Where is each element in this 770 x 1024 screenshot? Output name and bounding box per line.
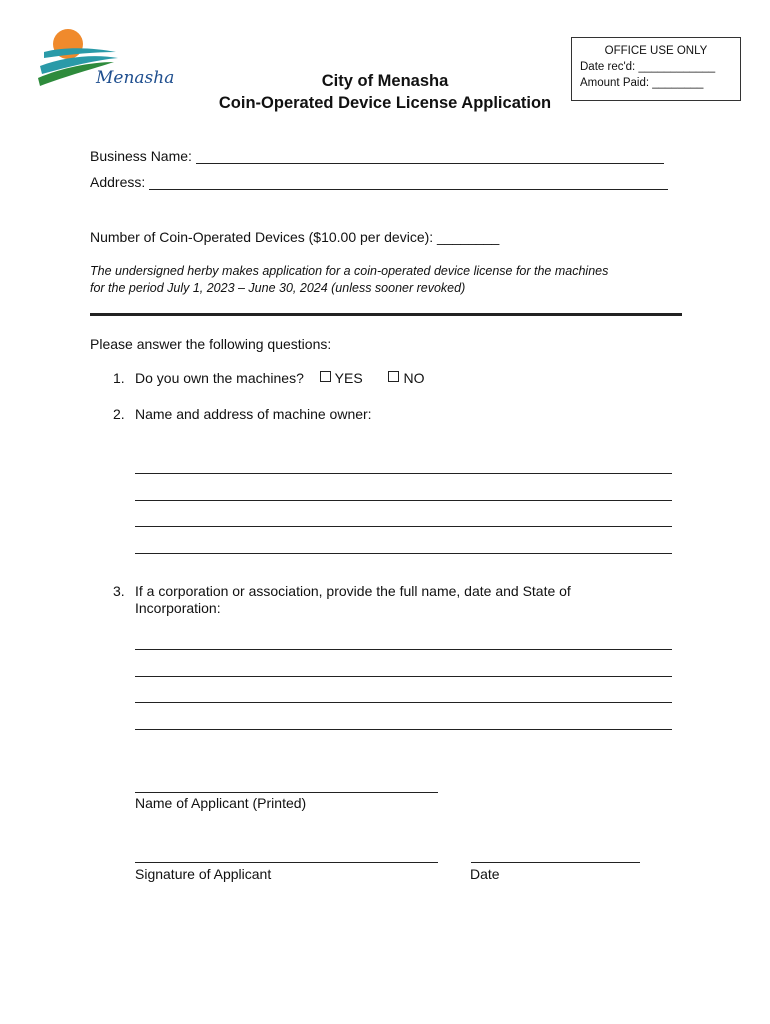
printed-name-line[interactable]	[135, 792, 438, 793]
section-divider	[90, 313, 682, 316]
yes-checkbox[interactable]	[320, 371, 331, 382]
no-checkbox[interactable]	[388, 371, 399, 382]
logo-wordmark: Menasha	[96, 68, 175, 88]
question-3-number: 3.	[113, 583, 125, 599]
amount-paid-field: Amount Paid: ________	[580, 77, 704, 89]
date-label: Date	[470, 866, 500, 882]
corp-line-4[interactable]	[135, 729, 672, 730]
question-3	[113, 583, 571, 617]
question-1-text: Do you own the machines?	[135, 370, 304, 386]
signature-line[interactable]	[135, 862, 438, 863]
statement-line-2: for the period July 1, 2023 – June 30, 2024 (unless sooner revoked)	[90, 281, 466, 295]
menasha-logo-icon	[36, 28, 176, 90]
question-2	[113, 406, 372, 422]
city-logo	[36, 28, 176, 90]
question-2-text: Name and address of machine owner:	[135, 406, 372, 422]
signature-label: Signature of Applicant	[135, 866, 272, 882]
office-use-box	[571, 37, 741, 101]
office-use-heading: OFFICE USE ONLY	[604, 45, 708, 57]
question-1-number: 1.	[113, 370, 125, 386]
address-input[interactable]	[149, 175, 668, 190]
question-3-text-line-1: If a corporation or association, provide the full name, date and State of	[135, 583, 571, 599]
city-name: City of Menasha	[321, 72, 449, 90]
corp-line-2[interactable]	[135, 676, 672, 677]
question-2-number: 2.	[113, 406, 125, 422]
yes-label: YES	[334, 370, 363, 386]
question-3-text-line-2: Incorporation:	[135, 600, 221, 616]
business-name-row	[90, 148, 664, 164]
date-line[interactable]	[471, 862, 640, 863]
application-statement	[90, 263, 690, 297]
owner-line-4[interactable]	[135, 553, 672, 554]
address-label: Address:	[90, 174, 146, 190]
question-1	[113, 370, 424, 386]
owner-line-2[interactable]	[135, 500, 672, 501]
corp-line-1[interactable]	[135, 649, 672, 650]
business-name-label: Business Name:	[90, 148, 192, 164]
address-row	[90, 174, 668, 190]
owner-line-1[interactable]	[135, 473, 672, 474]
owner-line-3[interactable]	[135, 526, 672, 527]
devices-count-field[interactable]: Number of Coin-Operated Devices ($10.00 per device): ________	[90, 229, 500, 245]
no-label: NO	[403, 370, 425, 386]
corp-line-3[interactable]	[135, 702, 672, 703]
business-name-input[interactable]	[196, 149, 664, 164]
questions-intro: Please answer the following questions:	[90, 336, 332, 352]
printed-name-label: Name of Applicant (Printed)	[135, 795, 307, 811]
statement-line-1: The undersigned herby makes application for a coin-operated device license for the machines	[90, 264, 609, 278]
form-title: Coin-Operated Device License Application	[218, 94, 552, 112]
title-block	[190, 70, 580, 114]
date-received-field: Date rec'd: ____________	[580, 61, 716, 73]
